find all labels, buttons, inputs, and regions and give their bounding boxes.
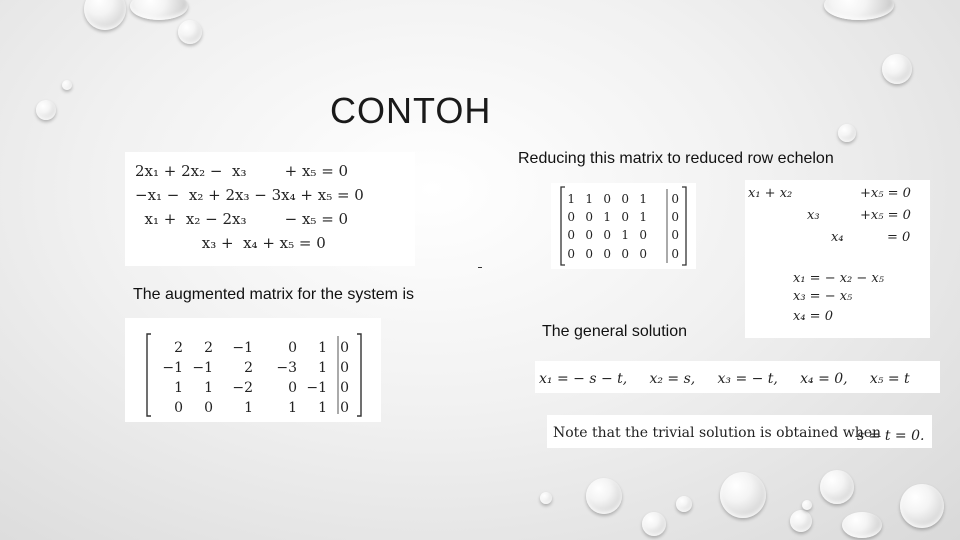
water-drop-decoration — [820, 470, 854, 504]
augmented-matrix-svg — [125, 318, 381, 422]
matrix-cell: −2 — [232, 380, 253, 396]
matrix-cell: −1 — [306, 380, 327, 396]
matrix-cell: 0 — [621, 210, 629, 224]
matrix-cell: 0 — [603, 228, 611, 242]
water-drop-decoration — [178, 20, 202, 44]
water-drop-decoration — [790, 510, 812, 532]
water-drop-decoration — [642, 512, 666, 536]
matrix-cell: 0 — [603, 192, 611, 206]
equation-3: x₁ + x₂ − 2x₃ − x₅ = 0 — [135, 210, 349, 228]
reduced-row-1-right: +x₅ = 0 — [860, 186, 911, 201]
water-drop-decoration — [802, 500, 812, 510]
matrix-cell: 0 — [288, 380, 297, 396]
solution-x3: x₃ = − x₅ — [793, 289, 853, 304]
matrix-cell: 0 — [567, 247, 575, 261]
solution-x4: x₄ = 0 — [793, 309, 833, 324]
augmented-matrix-panel — [125, 318, 381, 422]
augmented-label: The augmented matrix for the system is — [133, 286, 414, 303]
matrix-cell: 1 — [288, 400, 297, 416]
matrix-cell: 0 — [567, 228, 575, 242]
matrix-cell: 2 — [174, 340, 183, 356]
solution-x1: x₁ = − x₂ − x₅ — [793, 271, 884, 286]
system-svg — [125, 152, 415, 266]
matrix-cell: 0 — [204, 400, 213, 416]
matrix-cell: 1 — [639, 210, 647, 224]
matrix-cell: 0 — [288, 340, 297, 356]
matrix-cell: 1 — [585, 192, 593, 206]
matrix-cell: 1 — [603, 210, 611, 224]
water-drop-decoration — [36, 100, 56, 120]
stray-mark — [478, 267, 482, 268]
right-bracket — [682, 187, 686, 265]
water-drop-decoration — [540, 492, 552, 504]
equation-4: x₃ + x₄ + x₅ = 0 — [135, 234, 326, 252]
water-drop-decoration — [676, 496, 692, 512]
water-drop-decoration — [130, 0, 188, 20]
equation-1: 2x₁ + 2x₂ − x₃ + x₅ = 0 — [135, 162, 349, 180]
matrix-cell: 0 — [340, 400, 349, 416]
matrix-cell: 0 — [174, 400, 183, 416]
reduced-system-panel — [745, 180, 930, 338]
matrix-cell: 1 — [174, 380, 183, 396]
matrix-cell: 1 — [318, 340, 327, 356]
matrix-cell: 1 — [567, 192, 575, 206]
trivial-note-condition: s = t = 0. — [857, 428, 925, 444]
slide-title: CONTOH — [330, 90, 492, 131]
reduce-label: Reducing this matrix to reduced row echelon — [518, 150, 834, 167]
general-solution-label: The general solution — [542, 323, 687, 340]
reduced-row-3-left: x₄ — [831, 230, 844, 245]
water-drop-decoration — [720, 472, 766, 518]
system-of-equations — [125, 152, 415, 266]
matrix-cell: 0 — [621, 247, 629, 261]
equation-2: −x₁ − x₂ + 2x₃ − 3x₄ + x₅ = 0 — [135, 186, 364, 204]
rref-matrix-panel — [551, 183, 696, 269]
matrix-cell: 1 — [639, 192, 647, 206]
left-bracket — [147, 334, 151, 416]
water-drop-decoration — [62, 80, 72, 90]
reduced-system-svg — [745, 180, 930, 338]
matrix-cell: 1 — [244, 400, 253, 416]
trivial-note-svg — [547, 415, 932, 448]
water-drop-decoration — [882, 54, 912, 84]
water-drop-decoration — [824, 0, 894, 20]
matrix-cell: 0 — [671, 192, 679, 206]
matrix-cell: 0 — [340, 360, 349, 376]
matrix-cell: 0 — [603, 247, 611, 261]
right-bracket — [357, 334, 361, 416]
rref-matrix-svg — [551, 183, 696, 269]
reduced-row-3-right: = 0 — [887, 230, 911, 245]
water-drop-decoration — [900, 484, 944, 528]
matrix-cell: −1 — [162, 360, 183, 376]
matrix-cell: −1 — [232, 340, 253, 356]
trivial-note-panel — [547, 415, 932, 448]
matrix-cell: 2 — [244, 360, 253, 376]
matrix-cell: 1 — [318, 400, 327, 416]
matrix-cell: 0 — [671, 228, 679, 242]
matrix-cell: 0 — [567, 210, 575, 224]
general-solution-svg — [535, 361, 940, 393]
matrix-cell: −3 — [276, 360, 297, 376]
water-drop-decoration — [842, 512, 882, 538]
general-solution-formula: x₁ = − s − t, x₂ = s, x₃ = − t, x₄ = 0, x₅ = t — [539, 371, 910, 387]
matrix-cell: 0 — [585, 228, 593, 242]
matrix-cell: 0 — [671, 210, 679, 224]
matrix-cell: −1 — [192, 360, 213, 376]
matrix-cell: 0 — [585, 247, 593, 261]
matrix-cell: 0 — [340, 380, 349, 396]
left-bracket — [561, 187, 565, 265]
general-solution-panel — [535, 361, 940, 393]
water-drop-decoration — [586, 478, 622, 514]
water-drop-decoration — [84, 0, 126, 30]
matrix-cell: 1 — [318, 360, 327, 376]
reduced-row-1-left: x₁ + x₂ — [748, 186, 793, 201]
matrix-cell: 1 — [621, 228, 629, 242]
matrix-cell: 0 — [671, 247, 679, 261]
reduced-row-2-right: +x₅ = 0 — [860, 208, 911, 223]
matrix-cell: 0 — [340, 340, 349, 356]
trivial-note-text: Note that the trivial solution is obtained when — [553, 425, 882, 441]
matrix-cell: 0 — [585, 210, 593, 224]
matrix-cell: 1 — [204, 380, 213, 396]
matrix-cell: 0 — [621, 192, 629, 206]
reduced-row-2-left: x₃ — [807, 208, 820, 223]
matrix-cell: 2 — [204, 340, 213, 356]
matrix-cell: 0 — [639, 228, 647, 242]
matrix-cell: 0 — [639, 247, 647, 261]
water-drop-decoration — [838, 124, 856, 142]
